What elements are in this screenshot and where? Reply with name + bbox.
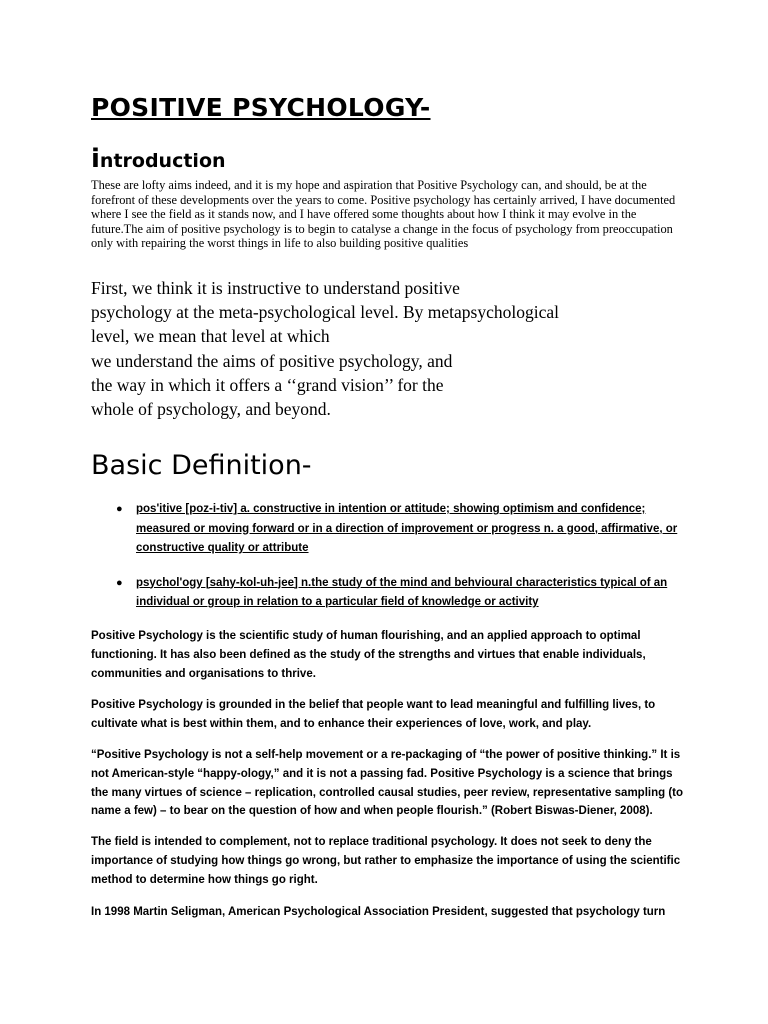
- definition-list: [91, 500, 691, 613]
- meta-line: whole of psychology, and beyond.: [91, 399, 331, 420]
- meta-line: psychology at the meta-psychological level. By metapsychological: [91, 302, 559, 323]
- bullet-icon: ●: [116, 576, 123, 589]
- definition-psychology: [91, 574, 691, 613]
- definition-text: psychol'ogy [sahy-kol-uh-jee] n.the study of the mind and behvioural characteristics typical of an individual or group in relation to a particular field of knowledge or activity: [136, 576, 668, 608]
- body-paragraph-complement: The field is intended to complement, not to replace traditional psychology. It does not seek to deny the importance of studying how things go wrong, but rather to emphasize the importance of using the scientific method to determine how things go right.: [91, 836, 681, 886]
- body-paragraph-grounded-belief: Positive Psychology is grounded in the belief that people want to lead meaningful and fulfilling lives, to cultivate what is best within them, and to enhance their experiences of love, work, and play.: [91, 699, 656, 730]
- meta-line: the way in which it offers a ‘‘grand vision’’ for the: [91, 374, 444, 395]
- introduction-heading-rest: ntroduction: [99, 150, 226, 172]
- basic-definition-heading: Basic Definition-: [91, 450, 312, 481]
- meta-line: level, we mean that level at which: [91, 326, 330, 347]
- meta-psychology-paragraph: [91, 276, 651, 421]
- meta-line: First, we think it is instructive to understand positive: [91, 278, 460, 298]
- bullet-icon: ●: [116, 503, 123, 515]
- introduction-paragraph: These are lofty aims indeed, and it is my hope and aspiration that Positive Psychology can, and should, be at the forefront of these developments over the years to come. Positive psychology has certainly arrived, I have documented where I see the field as it stands now, and I have offered some thoughts about how I think it may evolve in the future.The aim of positive psychology is to begin to catalyse a change in the focus of psychology from preoccupation only with repairing the worst things in life to also building positive qualities: [91, 178, 676, 250]
- body-paragraph-scientific-study: Positive Psychology is the scientific study of human flourishing, and an applied approach to optimal functioning. It has also been defined as the study of the strengths and virtues that enable individuals, communities and organisations to thrive.: [91, 630, 646, 680]
- body-paragraph-seligman: In 1998 Martin Seligman, American Psychological Association President, suggested that psychology turn: [91, 906, 666, 918]
- introduction-heading: [91, 146, 226, 172]
- body-paragraph-quote: “Positive Psychology is not a self-help movement or a re-packaging of “the power of positive thinking.” It is not American-style “happy-ology,” and it is not a passing fad. Positive Psychology is a science that brings the many virtues of science – replication, controlled causal studies, peer review, representative sampling (to name a few) – to bear on the question of how and when people flourish.” (Robert Biswas-Diener, 2008).: [91, 749, 684, 818]
- definition-text: pos'itive [poz-i-tiv] a. constructive in intention or attitude; showing optimism and confidence; measured or moving forward or in a direction of improvement or progress n. a good, affirmative, or constructive quality or attribute: [136, 503, 678, 554]
- definition-positive: [91, 500, 691, 559]
- document-title: POSITIVE PSYCHOLOGY-: [91, 93, 431, 122]
- meta-line: we understand the aims of positive psychology, and: [91, 350, 453, 371]
- introduction-heading-initial: i: [91, 144, 100, 174]
